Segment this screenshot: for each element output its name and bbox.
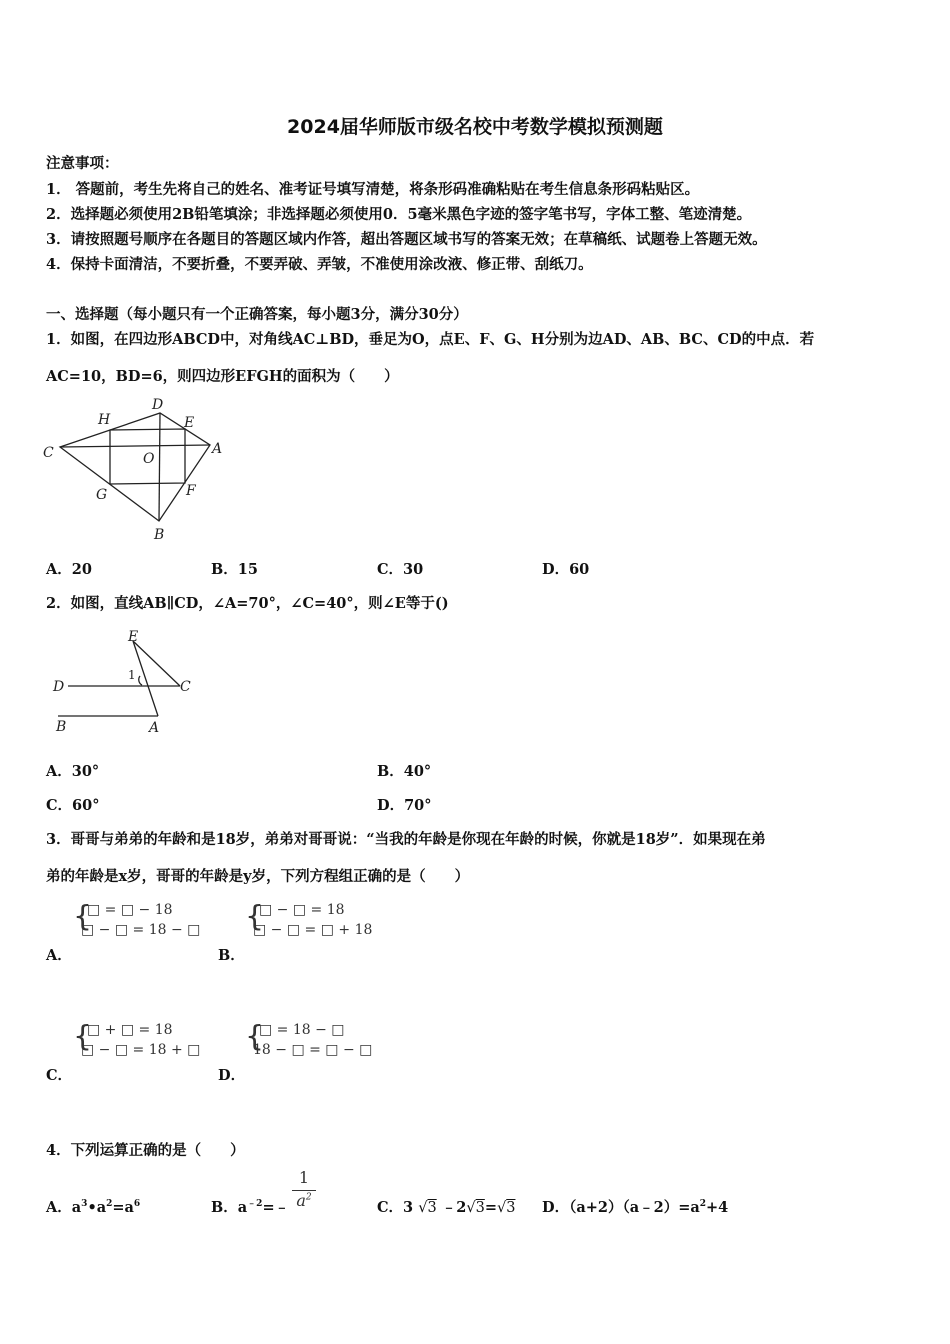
q4-b-label: B． (211, 1199, 238, 1216)
q4-a-exp3: 6 (133, 1199, 141, 1210)
angle-arc (139, 676, 142, 685)
q4-option-c (377, 1196, 515, 1217)
label-f: F (186, 483, 196, 499)
q4-b-denominator (292, 1191, 316, 1211)
q4-d-label: D． (542, 1199, 570, 1216)
q3-c-eq1: □ + □ = 18 (87, 1022, 173, 1038)
notice-item-3: 3．请按照题号顺序在各题目的答题区域内作答，超出答题区域书写的答案无效；在草稿纸、试题卷上答题无效。 (46, 231, 767, 248)
q4-c-coef: 3 (403, 1199, 414, 1216)
label-o: O (143, 451, 155, 467)
q1-text-line2: AC=10，BD=6，则四边形EFGH的面积为（ ） (46, 368, 399, 385)
q2-text: 2．如图，直线AB∥CD，∠A=70°，∠C=40°，则∠E等于() (46, 595, 449, 612)
label-c: C (43, 445, 54, 461)
q4-a-base: a (71, 1199, 82, 1216)
notice-heading: 注意事项： (46, 155, 119, 172)
q4-c-rad3: 3 (506, 1200, 516, 1216)
diagonal-ac (60, 445, 210, 447)
label-a: A (149, 720, 160, 736)
q4-c-sqrt1: √3 (418, 1200, 437, 1216)
q2-option-d: D．70° (377, 797, 432, 814)
q3-text-line2: 弟的年龄是x岁，哥哥的年龄是y岁，下列方程组正确的是（ ） (46, 868, 470, 885)
q4-a-exp2: 2 (106, 1199, 113, 1210)
q4-c-rad2: 3 (475, 1200, 485, 1216)
q3-option-c-label: C． (46, 1067, 73, 1084)
q4-a-label: A． (46, 1199, 72, 1216)
label-c: C (180, 679, 191, 695)
label-e: E (128, 629, 139, 645)
q3-a-eq2: □ − □ = 18 − □ (81, 922, 201, 938)
q3-system-a: { □ = □ − 18 □ − □ = 18 − □ (73, 899, 201, 938)
q3-option-a-label: A． (46, 947, 72, 964)
q1-option-d: D．60 (542, 561, 590, 578)
q3-c-eq2: □ − □ = 18 + □ (81, 1042, 201, 1058)
q4-c-sqrt3: √3 (496, 1200, 516, 1216)
notice-item-4: 4．保持卡面清洁，不要折叠，不要弄破、弄皱，不准使用涂改液、修正带、刮纸刀。 (46, 256, 593, 273)
q4-d-tail: +4 (706, 1199, 729, 1216)
q1-option-c: C．30 (377, 561, 424, 578)
q4-d-expr: （a+2）（a﹣2）=a (569, 1199, 700, 1216)
label-e: E (184, 415, 195, 431)
section-heading: 一、选择题（每小题只有一个正确答案，每小题3分，满分30分） (46, 306, 468, 323)
page-title: 2024届华师版市级名校中考数学模拟预测题 (287, 116, 663, 138)
q4-c-label: C． (377, 1199, 404, 1216)
label-d: D (53, 679, 65, 695)
label-b: B (154, 527, 165, 543)
q3-system-c: { □ + □ = 18 □ − □ = 18 + □ (73, 1019, 201, 1058)
q3-text-line1: 3．哥哥与弟弟的年龄和是18岁，弟弟对哥哥说：“当我的年龄是你现在年龄的时候，你就是18岁”．如果现在弟 (46, 831, 766, 848)
label-d: D (152, 397, 164, 413)
q4-b-numerator: 1 (298, 1168, 310, 1187)
q4-c-eq: = (484, 1199, 497, 1216)
label-a: A (212, 441, 223, 457)
q1-option-a: A．20 (46, 561, 92, 578)
label-b: B (56, 719, 67, 735)
q2-option-b: B．40° (377, 763, 432, 780)
q4-text: 4．下列运算正确的是（ ） (46, 1142, 245, 1159)
q4-option-b (211, 1196, 289, 1217)
q4-b-eq: =﹣ (262, 1199, 290, 1216)
q3-b-eq2: □ − □ = □ + 18 (253, 922, 373, 938)
q4-b-base: a (237, 1199, 248, 1216)
q1-text-line1: 1．如图，在四边形ABCD中，对角线AC⊥BD，垂足为O，点E、F、G、H分别为边AD、AB、BC、CD的中点．若 (46, 331, 815, 348)
q3-system-d: { □ = 18 − □ 18 − □ = □ − □ (245, 1019, 373, 1058)
q4-a-eq: =a (112, 1199, 134, 1216)
q3-b-eq1: □ − □ = 18 (259, 902, 345, 918)
q3-option-b-label: B． (218, 947, 245, 964)
q2-option-a: A．30° (46, 763, 100, 780)
q3-system-b: { □ − □ = 18 □ − □ = □ + 18 (245, 899, 373, 938)
q3-d-eq1: □ = 18 − □ (259, 1022, 345, 1038)
q4-b-exp: ﹣2 (247, 1199, 263, 1210)
q4-option-d (542, 1196, 728, 1217)
q4-d-exp: 2 (699, 1199, 707, 1210)
q1-option-b: B．15 (211, 561, 258, 578)
q3-d-eq2: 18 − □ = □ − □ (253, 1042, 373, 1058)
label-g: G (96, 487, 108, 503)
q3-a-eq1: □ = □ − 18 (87, 902, 173, 918)
q2-option-c: C．60° (46, 797, 100, 814)
q4-c-sqrt2: √3 (466, 1200, 485, 1216)
label-angle-1: 1 (128, 668, 136, 682)
q4-a-exp1: 3 (81, 1199, 88, 1210)
q4-b-den-exp: 2 (305, 1192, 312, 1203)
q4-c-rad1: 3 (427, 1200, 437, 1216)
q4-a-dot: •a (87, 1199, 107, 1216)
q3-option-d-label: D． (218, 1067, 246, 1084)
q4-c-minus: ﹣2 (441, 1199, 467, 1216)
q4-b-fraction (292, 1168, 316, 1211)
q1-figure (40, 395, 230, 545)
label-h: H (98, 412, 111, 428)
notice-item-2: 2．选择题必须使用2B铅笔填涂；非选择题必须使用0．5毫米黑色字迹的签字笔书写，字体工整、笔迹清楚。 (46, 206, 752, 223)
q2-figure (50, 625, 210, 740)
notice-item-1: 1． 答题前，考生先将自己的姓名、准考证号填写清楚，将条形码准确粘贴在考生信息条形码粘贴区。 (46, 181, 700, 198)
q4-b-den-base: a (296, 1191, 306, 1210)
q4-option-a (46, 1196, 140, 1217)
